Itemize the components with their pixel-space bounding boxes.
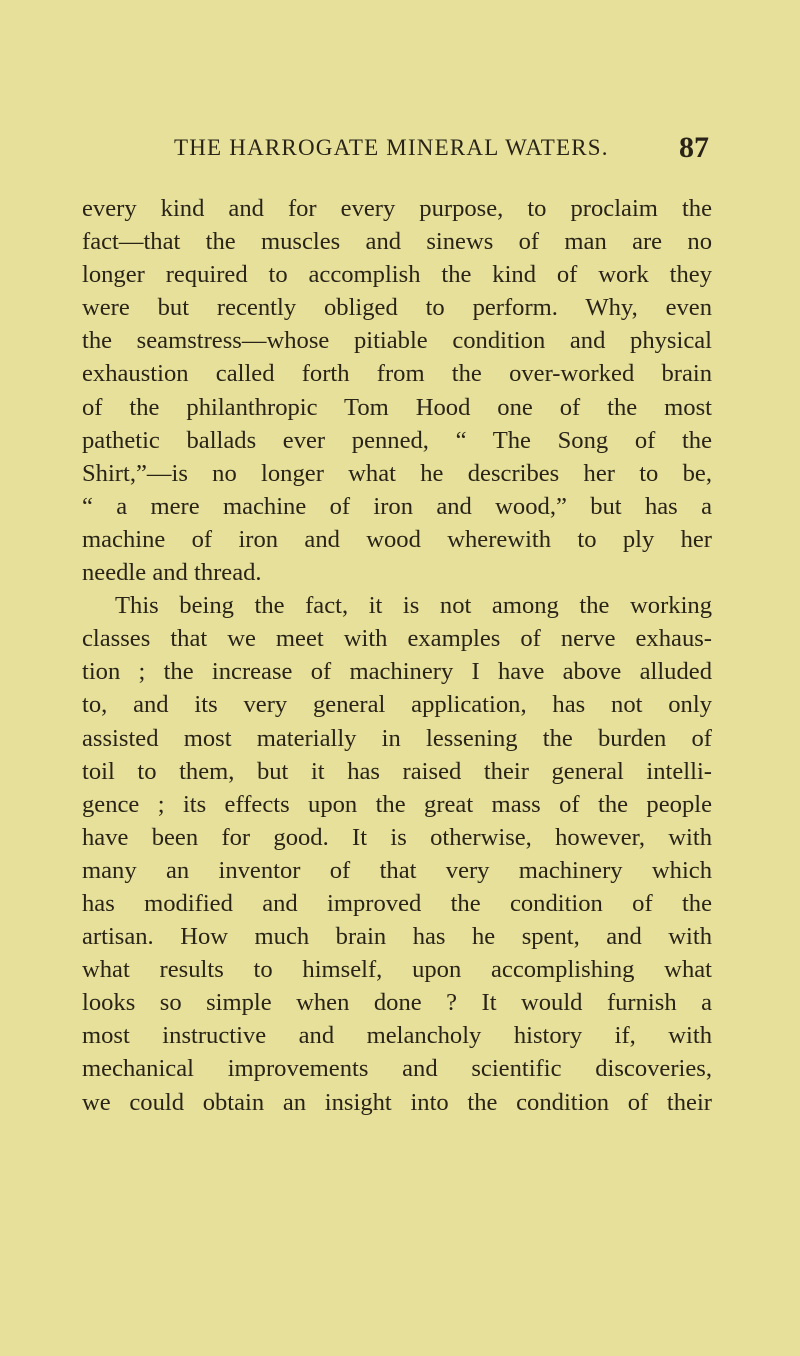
text-line: Shirt,”—is no longer what he describes her to be,	[82, 459, 712, 487]
text-line: exhaustion called forth from the over-worked brain	[82, 360, 712, 388]
text-line: needle and thread.	[82, 559, 262, 587]
text-line: tion ; the increase of machinery I have above alluded	[82, 658, 712, 686]
text-line: machine of iron and wood wherewith to ply her	[82, 525, 712, 553]
text-line: looks so simple when done ? It would furnish a	[82, 989, 712, 1017]
text-line: This being the fact, it is not among the working	[115, 592, 712, 620]
text-line: mechanical improvements and scientific discoveries,	[82, 1055, 712, 1083]
text-line: pathetic ballads ever penned, “ The Song of the	[82, 426, 712, 454]
text-line: to, and its very general application, has not only	[82, 691, 712, 719]
text-line: we could obtain an insight into the condition of their	[82, 1088, 712, 1116]
text-line: artisan. How much brain has he spent, and with	[82, 923, 712, 951]
text-line: “ a mere machine of iron and wood,” but has a	[82, 492, 712, 520]
body-text	[82, 192, 712, 1119]
text-line: most instructive and melancholy history if, with	[82, 1022, 712, 1050]
text-line: fact—that the muscles and sinews of man are no	[82, 228, 712, 256]
text-line: of the philanthropic Tom Hood one of the most	[82, 393, 712, 421]
text-line: have been for good. It is otherwise, however, with	[82, 823, 712, 851]
text-line: the seamstress—whose pitiable condition and physical	[82, 327, 712, 355]
text-line: what results to himself, upon accomplishing what	[82, 956, 712, 984]
text-line: many an inventor of that very machinery which	[82, 856, 712, 884]
text-line: were but recently obliged to perform. Why, even	[82, 294, 712, 322]
text-line: gence ; its effects upon the great mass of the people	[82, 790, 712, 818]
text-line: toil to them, but it has raised their general intelli-	[82, 757, 712, 785]
text-line: every kind and for every purpose, to proclaim the	[82, 195, 712, 222]
page-number: 87	[679, 131, 709, 164]
running-title: THE HARROGATE MINERAL WATERS.	[174, 135, 609, 160]
text-line: has modified and improved the condition of the	[82, 889, 712, 917]
text-line: classes that we meet with examples of nerve exhaus-	[82, 625, 712, 653]
text-line: assisted most materially in lessening the burden of	[82, 724, 712, 752]
running-head	[174, 132, 709, 172]
text-line: longer required to accomplish the kind of work they	[82, 261, 712, 289]
